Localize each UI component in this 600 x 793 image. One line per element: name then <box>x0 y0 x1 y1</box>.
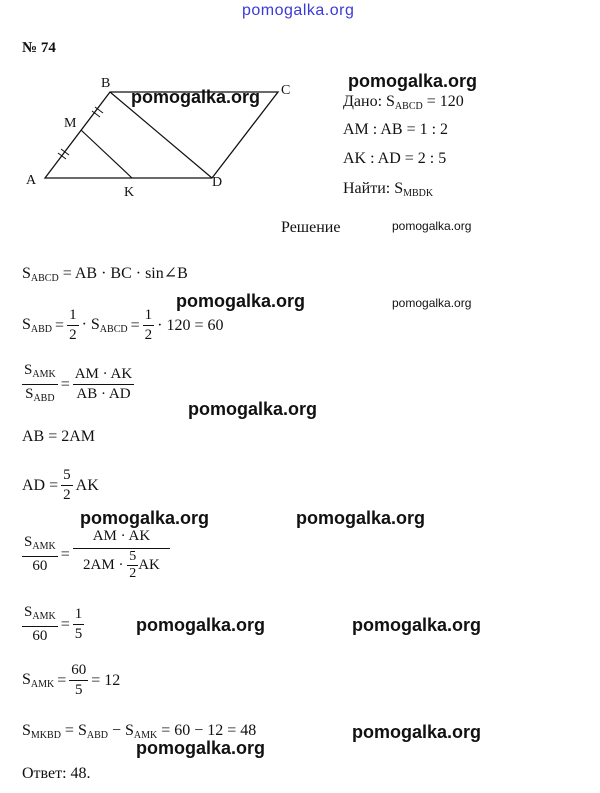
formula-amk-over-60: $\frac{S_{AMK}}{60}$ = AM · AK 2AM · $\frac{5}{2}$ AK <box>22 528 173 581</box>
watermark-3: pomogalka.org <box>188 399 318 419</box>
label-b: B <box>101 76 111 91</box>
formula-area-abd: $S_{ABD}$ = $\frac{1}{2}$ · $S_{ABCD}$ = $\frac{1}{2}$ · 120 = 60 <box>22 307 224 343</box>
label-k: K <box>124 185 135 200</box>
solution-watermark: pomogalka.org <box>392 219 472 233</box>
problem-number: № 74 <box>22 40 56 56</box>
formula-amk-over-60-eq: $\frac{S_{AMK}}{60}$ = $\frac{1}{5}$ <box>24 604 83 644</box>
watermark-5: pomogalka.org <box>296 508 426 528</box>
tick-am-1 <box>58 153 66 159</box>
formula-ab-2am: AB = 2AM <box>22 428 96 445</box>
figure-watermark: pomogalka.org <box>131 87 261 107</box>
label-m: M <box>64 116 77 131</box>
formula-ad: AD = $\frac{5}{2}$ AK <box>22 467 99 503</box>
given-area: Дано: $S_{ABCD} = 120$ <box>343 93 464 112</box>
watermark-4: pomogalka.org <box>80 508 210 528</box>
top-watermark: pomogalka.org <box>242 2 355 19</box>
formula-ratio-amk-abd: $\frac{S_{AMK}}{S_{ABD}}$ = $\frac{AM \cdot AK}{AB \cdot AD}$ <box>24 362 133 404</box>
solution-title: Решение <box>281 219 341 236</box>
watermark-8: pomogalka.org <box>352 722 482 742</box>
watermark-2: pomogalka.org <box>176 291 306 311</box>
given-ratio-ak-ad: AK : AD = 2 : 5 <box>343 150 447 167</box>
watermark-7: pomogalka.org <box>352 615 482 635</box>
tick-am-2 <box>61 149 69 155</box>
given-watermark: pomogalka.org <box>348 71 478 91</box>
given-ratio-am-ab: AM : AB = 1 : 2 <box>343 121 449 138</box>
formula-area-mkbd: $S_{MKBD} = S_{ABD} - S_{AMK} = 60 - 12 = 48$ <box>22 722 257 741</box>
find-area: Найти: $S_{MBDK}$ <box>343 180 434 199</box>
parallelogram-figure <box>0 0 600 220</box>
answer: Ответ: 48. <box>22 765 91 782</box>
label-a: A <box>26 173 37 188</box>
formula-area-abcd: $S_{ABCD}$ = AB · BC · sin∠B <box>22 265 188 284</box>
segment-mk <box>81 130 132 178</box>
watermark-6: pomogalka.org <box>136 615 266 635</box>
formula-area-amk: $S_{AMK}$ = $\frac{60}{5}$ = 12 <box>22 662 121 698</box>
watermark-small-2: pomogalka.org <box>392 296 472 310</box>
watermark-9: pomogalka.org <box>136 738 266 758</box>
label-c: C <box>281 83 291 98</box>
label-d: D <box>212 175 223 190</box>
